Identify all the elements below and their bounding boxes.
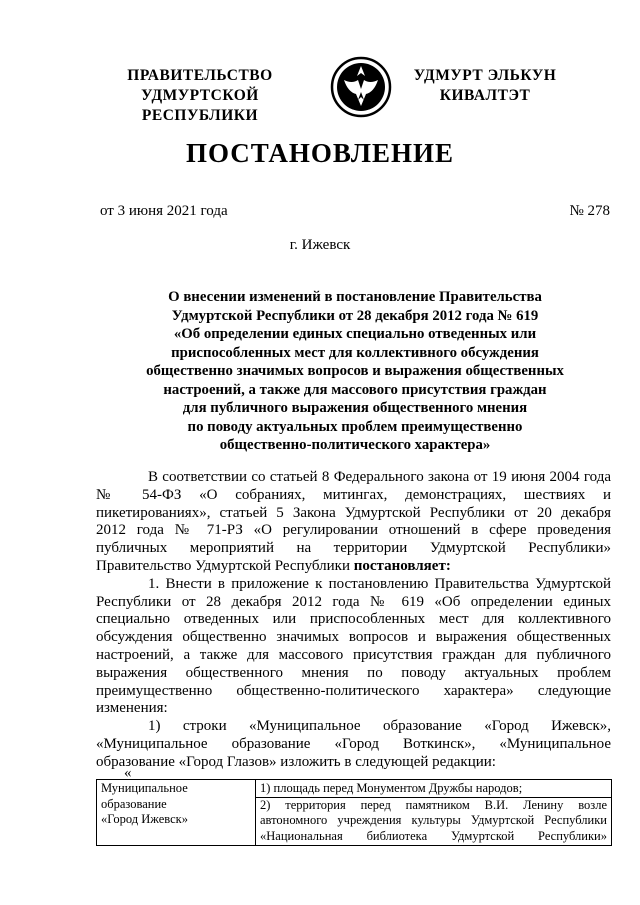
header-right-line1: УДМУРТ ЭЛЬКУН [413,67,557,84]
municipality-cell [97,780,256,846]
header-left-line1: ПРАВИТЕЛЬСТВО [127,67,273,84]
body-line: настроений, а также для массового присутствия граждан для публичного [96,646,611,663]
header-left-line2: УДМУРТСКОЙ РЕСПУБЛИКИ [141,87,259,124]
body-line: Республики от 28 декабря 2012 года № 619 «Об определении единых [96,593,611,610]
subject-line: О внесении изменений в постановление Правительства [168,289,542,305]
body-line: изменения: [96,700,168,717]
subject-line: Удмуртской Республики от 28 декабря 2012 года № 619 [171,307,539,324]
document-type-title: ПОСТАНОВЛЕНИЕ [185,138,455,168]
udmurt-header [410,66,560,106]
subject-line: общественно-политического характера» [219,437,491,453]
document-date: от 3 июня 2021 года [100,203,228,219]
municipality-line: Муниципальное [101,781,188,795]
body-line: 1) строки «Муниципальное образование «Город Ижевск», [148,718,611,735]
municipality-line: образование [101,796,167,811]
table-row [97,780,612,846]
body-line: пикетированиях», статьей 5 Закона Удмуртской Республики от 20 декабря [96,504,611,521]
body-line: публичных мероприятий на территории Удмуртской Республики» [96,540,611,557]
document-number: № 278 [569,203,610,219]
excerpt-table [96,779,612,846]
body-line: 1. Внести в приложение к постановлению Правительства Удмуртской [148,575,611,592]
document-subject [100,288,610,455]
body-line: Правительство Удмуртской Республики [96,557,350,574]
location-item-2 [256,797,611,845]
subject-line: настроений, а также для массового присутствия граждан [163,381,547,398]
body-line: обсуждения общественно значимых вопросов и выражения общественных [96,629,611,646]
body-line: В соответствии со статьей 8 Федерального закона от 19 июня 2004 года [148,469,611,485]
body-line: специально отведенных или приспособленных мест для коллективного [96,611,611,628]
document-city: г. Ижевск [289,237,351,253]
document-body [96,469,611,772]
udmurt-coat-of-arms-icon [330,56,392,118]
subject-line: «Об определении единых специально отведенных или [173,326,537,342]
subject-line: приспособленных мест для коллективного обсуждения [171,344,539,361]
body-line: выражения общественного мнения по поводу актуальных проблем [96,664,611,681]
municipality-line: «Город Ижевск» [101,812,188,826]
subject-line: общественно значимых вопросов и выражения общественных [146,363,564,379]
body-line: № 54-ФЗ «О собраниях, митингах, демонстрациях, шествиях и [96,486,611,503]
locations-cell [256,780,612,846]
location-line: 2) территория перед памятником В.И. Ленину возле [260,797,607,812]
location-line: «Национальная библиотека Удмуртской Республики» [260,828,607,843]
resolves-word: постановляет: [353,557,451,574]
body-line: образование «Город Глазов» изложить в следующей редакции: [96,753,496,770]
body-line: преимущественно общественно-политического характера» следующие [96,682,611,699]
government-header [85,66,315,126]
body-line-resolution [96,558,611,576]
location-item: 1) площадь перед Монументом Дружбы народов; [260,781,523,795]
body-line: 2012 года № 71-РЗ «О регулировании отношений в сфере проведения [96,522,611,539]
header-right-line2: КИВАЛТЭТ [439,87,531,104]
subject-line: по поводу актуальных проблем преимущественно [187,418,523,435]
subject-line: для публичного выражения общественного мнения [182,400,528,416]
location-line: автономного учреждения культуры Удмуртской Республики [260,813,607,827]
body-line: «Муниципальное образование «Город Воткинск», «Муниципальное [96,735,611,752]
opening-quote-mark: « [124,765,132,781]
